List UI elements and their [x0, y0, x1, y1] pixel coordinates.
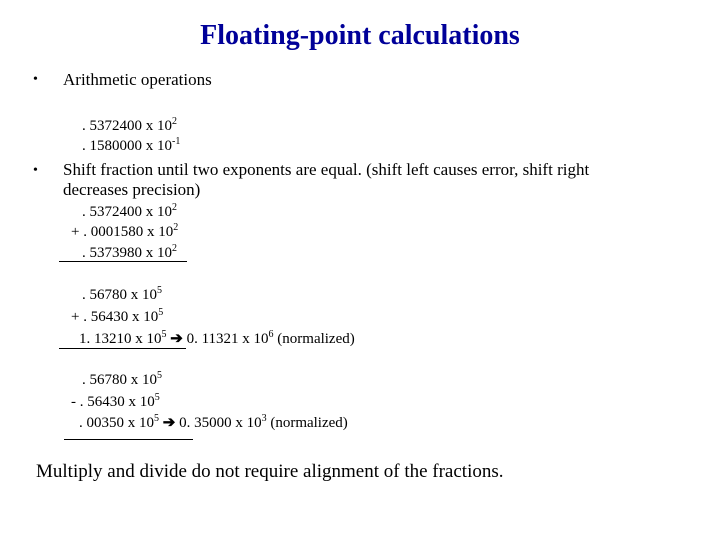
- example3-line1: [82, 370, 162, 390]
- example2-line2-exponent: 5: [158, 307, 164, 318]
- example3-result-mantissa: . 00350 x 10: [79, 415, 154, 431]
- example2-line1-mantissa: . 56780 x 10: [82, 287, 157, 303]
- operand-2-exponent: -1: [172, 136, 181, 147]
- example3-line2-mantissa: - . 56430 x 10: [71, 394, 155, 410]
- operand-2-mantissa: . 1580000 x 10: [82, 138, 172, 154]
- example3-line1-mantissa: . 56780 x 10: [82, 372, 157, 388]
- example1-line2-exponent: 2: [173, 222, 179, 233]
- example2-line1-exponent: 5: [157, 285, 162, 296]
- operand-1-exponent: 2: [172, 116, 177, 127]
- operand-1: [82, 116, 177, 136]
- bullet-shift-fraction: [63, 160, 589, 200]
- operand-1-mantissa: . 5372400 x 10: [82, 118, 172, 134]
- example1-line1: [82, 202, 177, 222]
- bullet-shift-fraction-line1: Shift fraction until two exponents are equal. (shift left causes error, shift right: [63, 160, 590, 179]
- example3-line2: [71, 392, 160, 412]
- bullet-marker: •: [33, 163, 38, 178]
- example2-sum-rule: [59, 348, 186, 349]
- example1-result-exponent: 2: [172, 243, 177, 254]
- example3-normalized-note: (normalized): [270, 415, 348, 431]
- example1-line2-mantissa: + . 0001580 x 10: [71, 224, 174, 240]
- example3-result-exponent: 5: [154, 413, 159, 424]
- example2-result-mantissa: 1. 13210 x 10: [79, 331, 162, 347]
- bullet-shift-fraction-line2: decreases precision): [63, 180, 201, 199]
- example2-normalized-note: (normalized): [277, 331, 355, 347]
- example2-line1: [82, 285, 162, 305]
- example1-result-mantissa: . 5373980 x 10: [82, 245, 172, 261]
- example3-line1-exponent: 5: [157, 370, 162, 381]
- example2-line2-mantissa: + . 56430 x 10: [71, 309, 159, 325]
- right-arrow-icon: ➔: [170, 331, 183, 347]
- example3-normalized-mantissa: 0. 35000 x 10: [179, 415, 262, 431]
- example3-normalized-exponent: 3: [261, 413, 267, 424]
- example1-line1-exponent: 2: [172, 202, 177, 213]
- operand-2: [82, 136, 180, 156]
- example1-result: [82, 243, 177, 263]
- bullet-marker: •: [33, 72, 38, 87]
- bullet-arithmetic-operations: Arithmetic operations: [63, 70, 212, 89]
- example2-result-exponent: 5: [161, 329, 167, 340]
- example3-diff-rule: [64, 439, 193, 440]
- example2-line2: [71, 307, 163, 327]
- example2-normalized-exponent: 6: [268, 329, 274, 340]
- example3-result-row: [79, 413, 348, 433]
- example2-normalized-mantissa: 0. 11321 x 10: [186, 331, 269, 347]
- example2-result-row: [79, 329, 355, 349]
- right-arrow-icon: ➔: [162, 415, 176, 431]
- example3-line2-exponent: 5: [154, 392, 160, 403]
- slide-title: Floating-point calculations: [200, 20, 520, 51]
- multiply-divide-note: Multiply and divide do not require alignment of the fractions.: [36, 461, 504, 482]
- example1-line1-mantissa: . 5372400 x 10: [82, 204, 172, 220]
- example1-line2: [71, 222, 178, 242]
